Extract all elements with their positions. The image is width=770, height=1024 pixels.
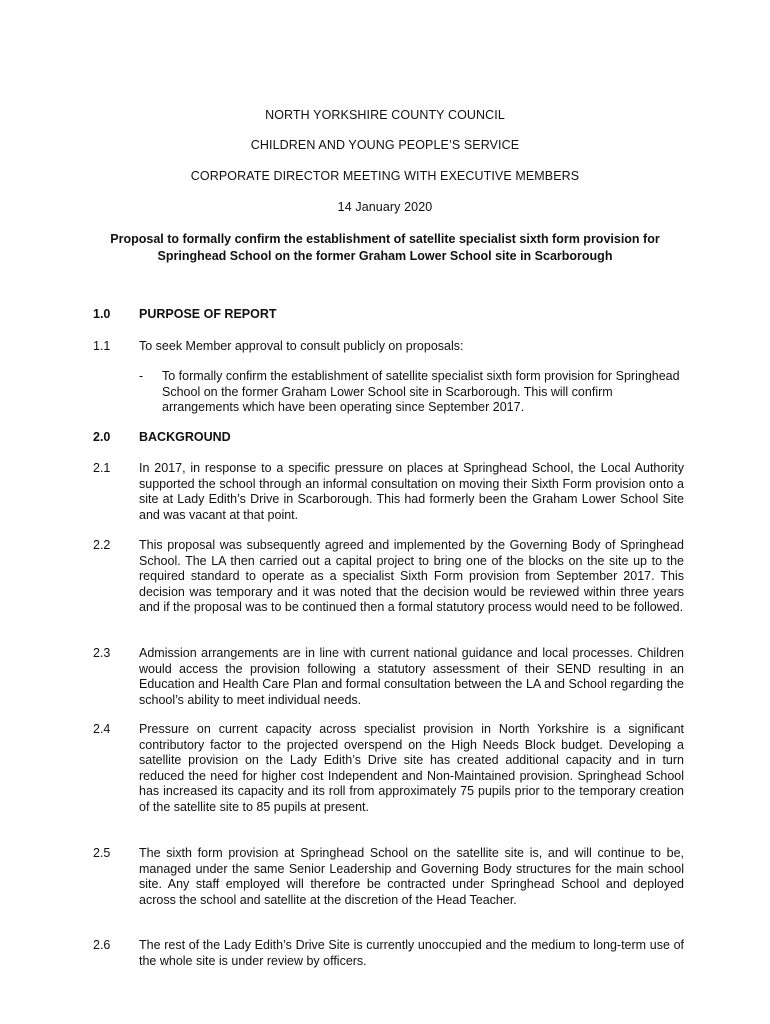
bullet-marker: - — [139, 369, 144, 383]
section-number: 1.0 — [93, 307, 111, 321]
report-title: Proposal to formally confirm the establishment of satellite specialist sixth form provision for Springhead School on the former Graham Lower School site in Scarborough — [110, 232, 660, 263]
paragraph-number: 2.1 — [93, 461, 111, 475]
paragraph-number: 2.3 — [93, 646, 111, 660]
section-number: 2.0 — [93, 430, 111, 444]
council-name: NORTH YORKSHIRE COUNTY COUNCIL — [265, 108, 505, 122]
paragraph-number: 2.4 — [93, 722, 111, 736]
paragraph-text: This proposal was subsequently agreed and implemented by the Governing Body of Springhead School. The LA then carried out a capital project to bring one of the blocks on the site up to the required standard to operate as a specialist Sixth Form provision from September 2017. This decision was temporary and it was noted that the decision would be reviewed within three years and if the proposal was to be continued then a formal statutory process would need to be followed. — [139, 538, 684, 615]
meeting-name: CORPORATE DIRECTOR MEETING WITH EXECUTIVE MEMBERS — [190, 169, 580, 183]
service-name: CHILDREN AND YOUNG PEOPLE’S SERVICE — [250, 138, 520, 152]
paragraph-text: In 2017, in response to a specific pressure on places at Springhead School, the Local Authority supported the school through an informal consultation on moving their Sixth Form provision onto a site at Lady Edith’s Drive in Scarborough. This had formerly been the Graham Lower School Site and was vacant at that point. — [139, 461, 684, 522]
paragraph-text: Admission arrangements are in line with current national guidance and local processes. Children would access the provision following a statutory assessment of their SEND resulting in an Education and Health Care Plan and formal consultation between the LA and School regarding the school’s ability to meet individual needs. — [139, 646, 684, 707]
paragraph-number: 1.1 — [93, 339, 111, 353]
section-heading: BACKGROUND — [139, 430, 231, 444]
section-heading: PURPOSE OF REPORT — [139, 307, 277, 321]
paragraph-number: 2.6 — [93, 938, 111, 952]
paragraph-number: 2.2 — [93, 538, 111, 552]
bullet-text: To formally confirm the establishment of satellite specialist sixth form provision for Springhead School on the former Graham Lower School site in Scarborough. This will confirm arrangements which have been operating since September 2017. — [162, 369, 680, 415]
meeting-date: 14 January 2020 — [337, 200, 433, 214]
paragraph-text: The sixth form provision at Springhead School on the satellite site is, and will continue to be, managed under the same Senior Leadership and Governing Body structures for the main school site. Any staff employed will therefore be contracted under Springhead School and deployed across the school and satellite at the discretion of the Head Teacher. — [139, 846, 684, 907]
paragraph-text: Pressure on current capacity across specialist provision in North Yorkshire is a significant contributory factor to the projected overspend on the High Needs Block budget. Developing a satellite provision on the Lady Edith’s Drive site has created additional capacity and in turn reduced the need for higher cost Independent and Non-Maintained provision. Springhead School has increased its capacity and its roll from approximately 75 pupils prior to the temporary creation of the satellite site to 85 pupils at present. — [139, 722, 684, 814]
paragraph-text: To seek Member approval to consult publicly on proposals: — [139, 339, 464, 353]
paragraph-number: 2.5 — [93, 846, 111, 860]
paragraph-text: The rest of the Lady Edith’s Drive Site is currently unoccupied and the medium to long-term use of the whole site is under review by officers. — [139, 938, 684, 968]
